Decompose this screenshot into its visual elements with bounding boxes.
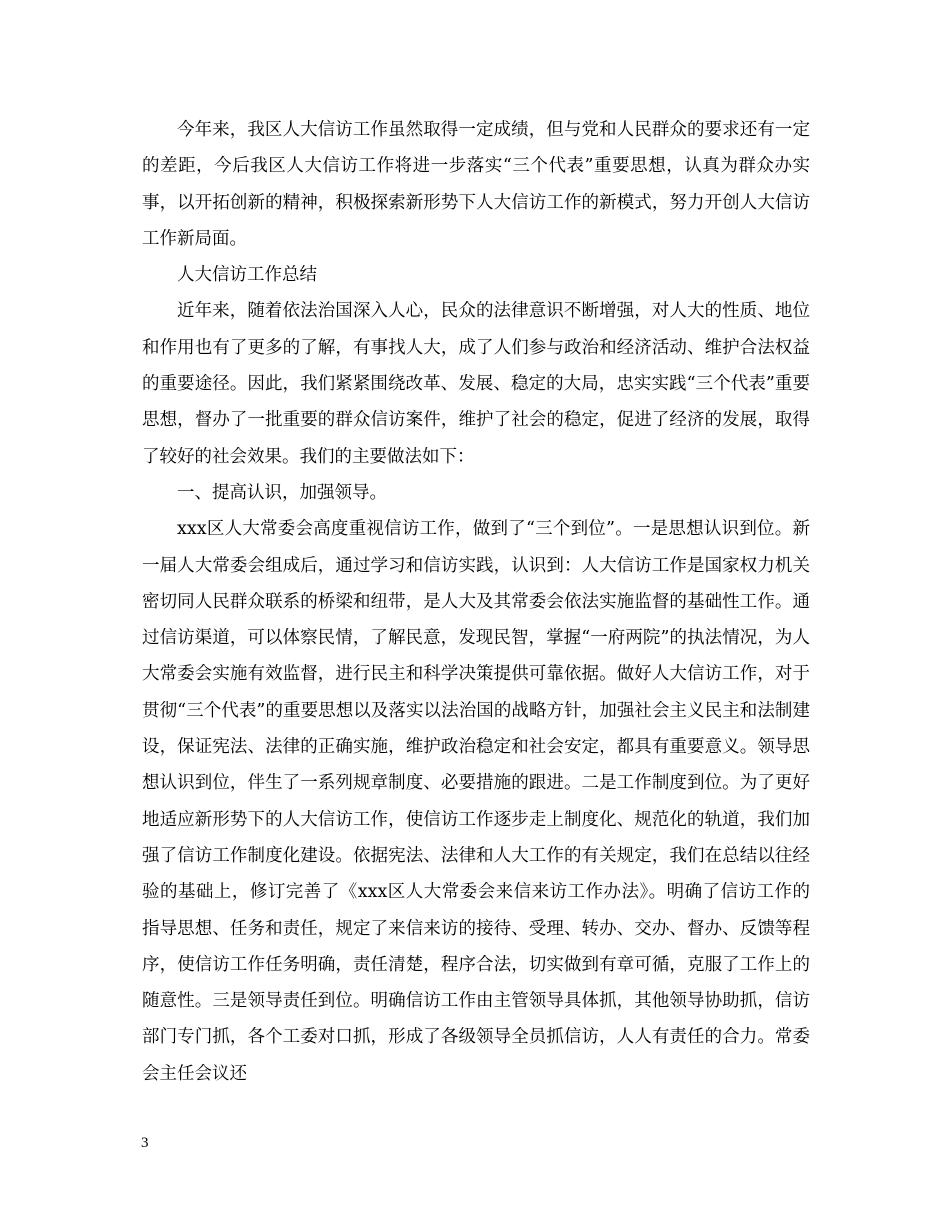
page-number: 3 [141, 1135, 149, 1151]
paragraph-1: 今年来，我区人大信访工作虽然取得一定成绩，但与党和人民群众的要求还有一定的差距，今后我区人大信访工作将进一步落实“三个代表”重要思想，认真为群众办实事，以开拓创新的精神，积极探索新形势下人大信访工作的新模式，努力开创人大信访工作新局面。 [142, 120, 810, 249]
paragraph-3: xxx区人大常委会高度重视信访工作，做到了“三个到位”。一是思想认识到位。新一届人大常委会组成后，通过学习和信访实践，认识到：人大信访工作是国家权力机关密切同人民群众联系的桥梁和纽带，是人大及其常委会依法实施监督的基础性工作。通过信访渠道，可以体察民情，了解民意，发现民智，掌握“一府两院”的执法情况，为人大常委会实施有效监督，进行民主和科学决策提供可靠依据。做好人大信访工作，对于贯彻“三个代表”的重要思想以及落实以法治国的战略方针，加强社会主义民主和法制建设，保证宪法、法律的正确实施，维护政治稳定和社会安定，都具有重要意义。领导思想认识到位，伴生了一系列规章制度、必要措施的跟进。二是工作制度到位。为了更好地适应新形势下的人大信访工作，使信访工作逐步走上制度化、规范化的轨道，我们加强了信访工作制度化建设。依据宪法、法律和人大工作的有关规定，我们在总结以往经验的基础上，修订完善了《xxx区人大常委会来信来访工作办法》。明确了信访工作的指导思想、任务和责任，规定了来信来访的接待、受理、转办、交办、督办、反馈等程序，使信访工作任务明确，责任清楚，程序合法，切实做到有章可循，克服了工作上的随意性。三是领导责任到位。明确信访工作由主管领导具体抓，其他领导协助抓，信访部门专门抓，各个工委对口抓，形成了各级领导全员抓信访，人人有责任的合力。常委会主任会议还 [142, 519, 810, 1084]
document-body [142, 112, 810, 1092]
paragraph-2: 近年来，随着依法治国深入人心，民众的法律意识不断增强，对人大的性质、地位和作用也有了更多的了解，有事找人大，成了人们参与政治和经济活动、维护合法权益的重要途径。因此，我们紧紧围绕改革、发展、稳定的大局，忠实实践“三个代表”重要思想，督办了一批重要的群众信访案件，维护了社会的稳定，促进了经济的发展，取得了较好的社会效果。我们的主要做法如下： [142, 301, 810, 467]
subsection-heading: 一、提高认识，加强领导。 [177, 482, 387, 503]
section-heading: 人大信访工作总结 [177, 265, 317, 286]
